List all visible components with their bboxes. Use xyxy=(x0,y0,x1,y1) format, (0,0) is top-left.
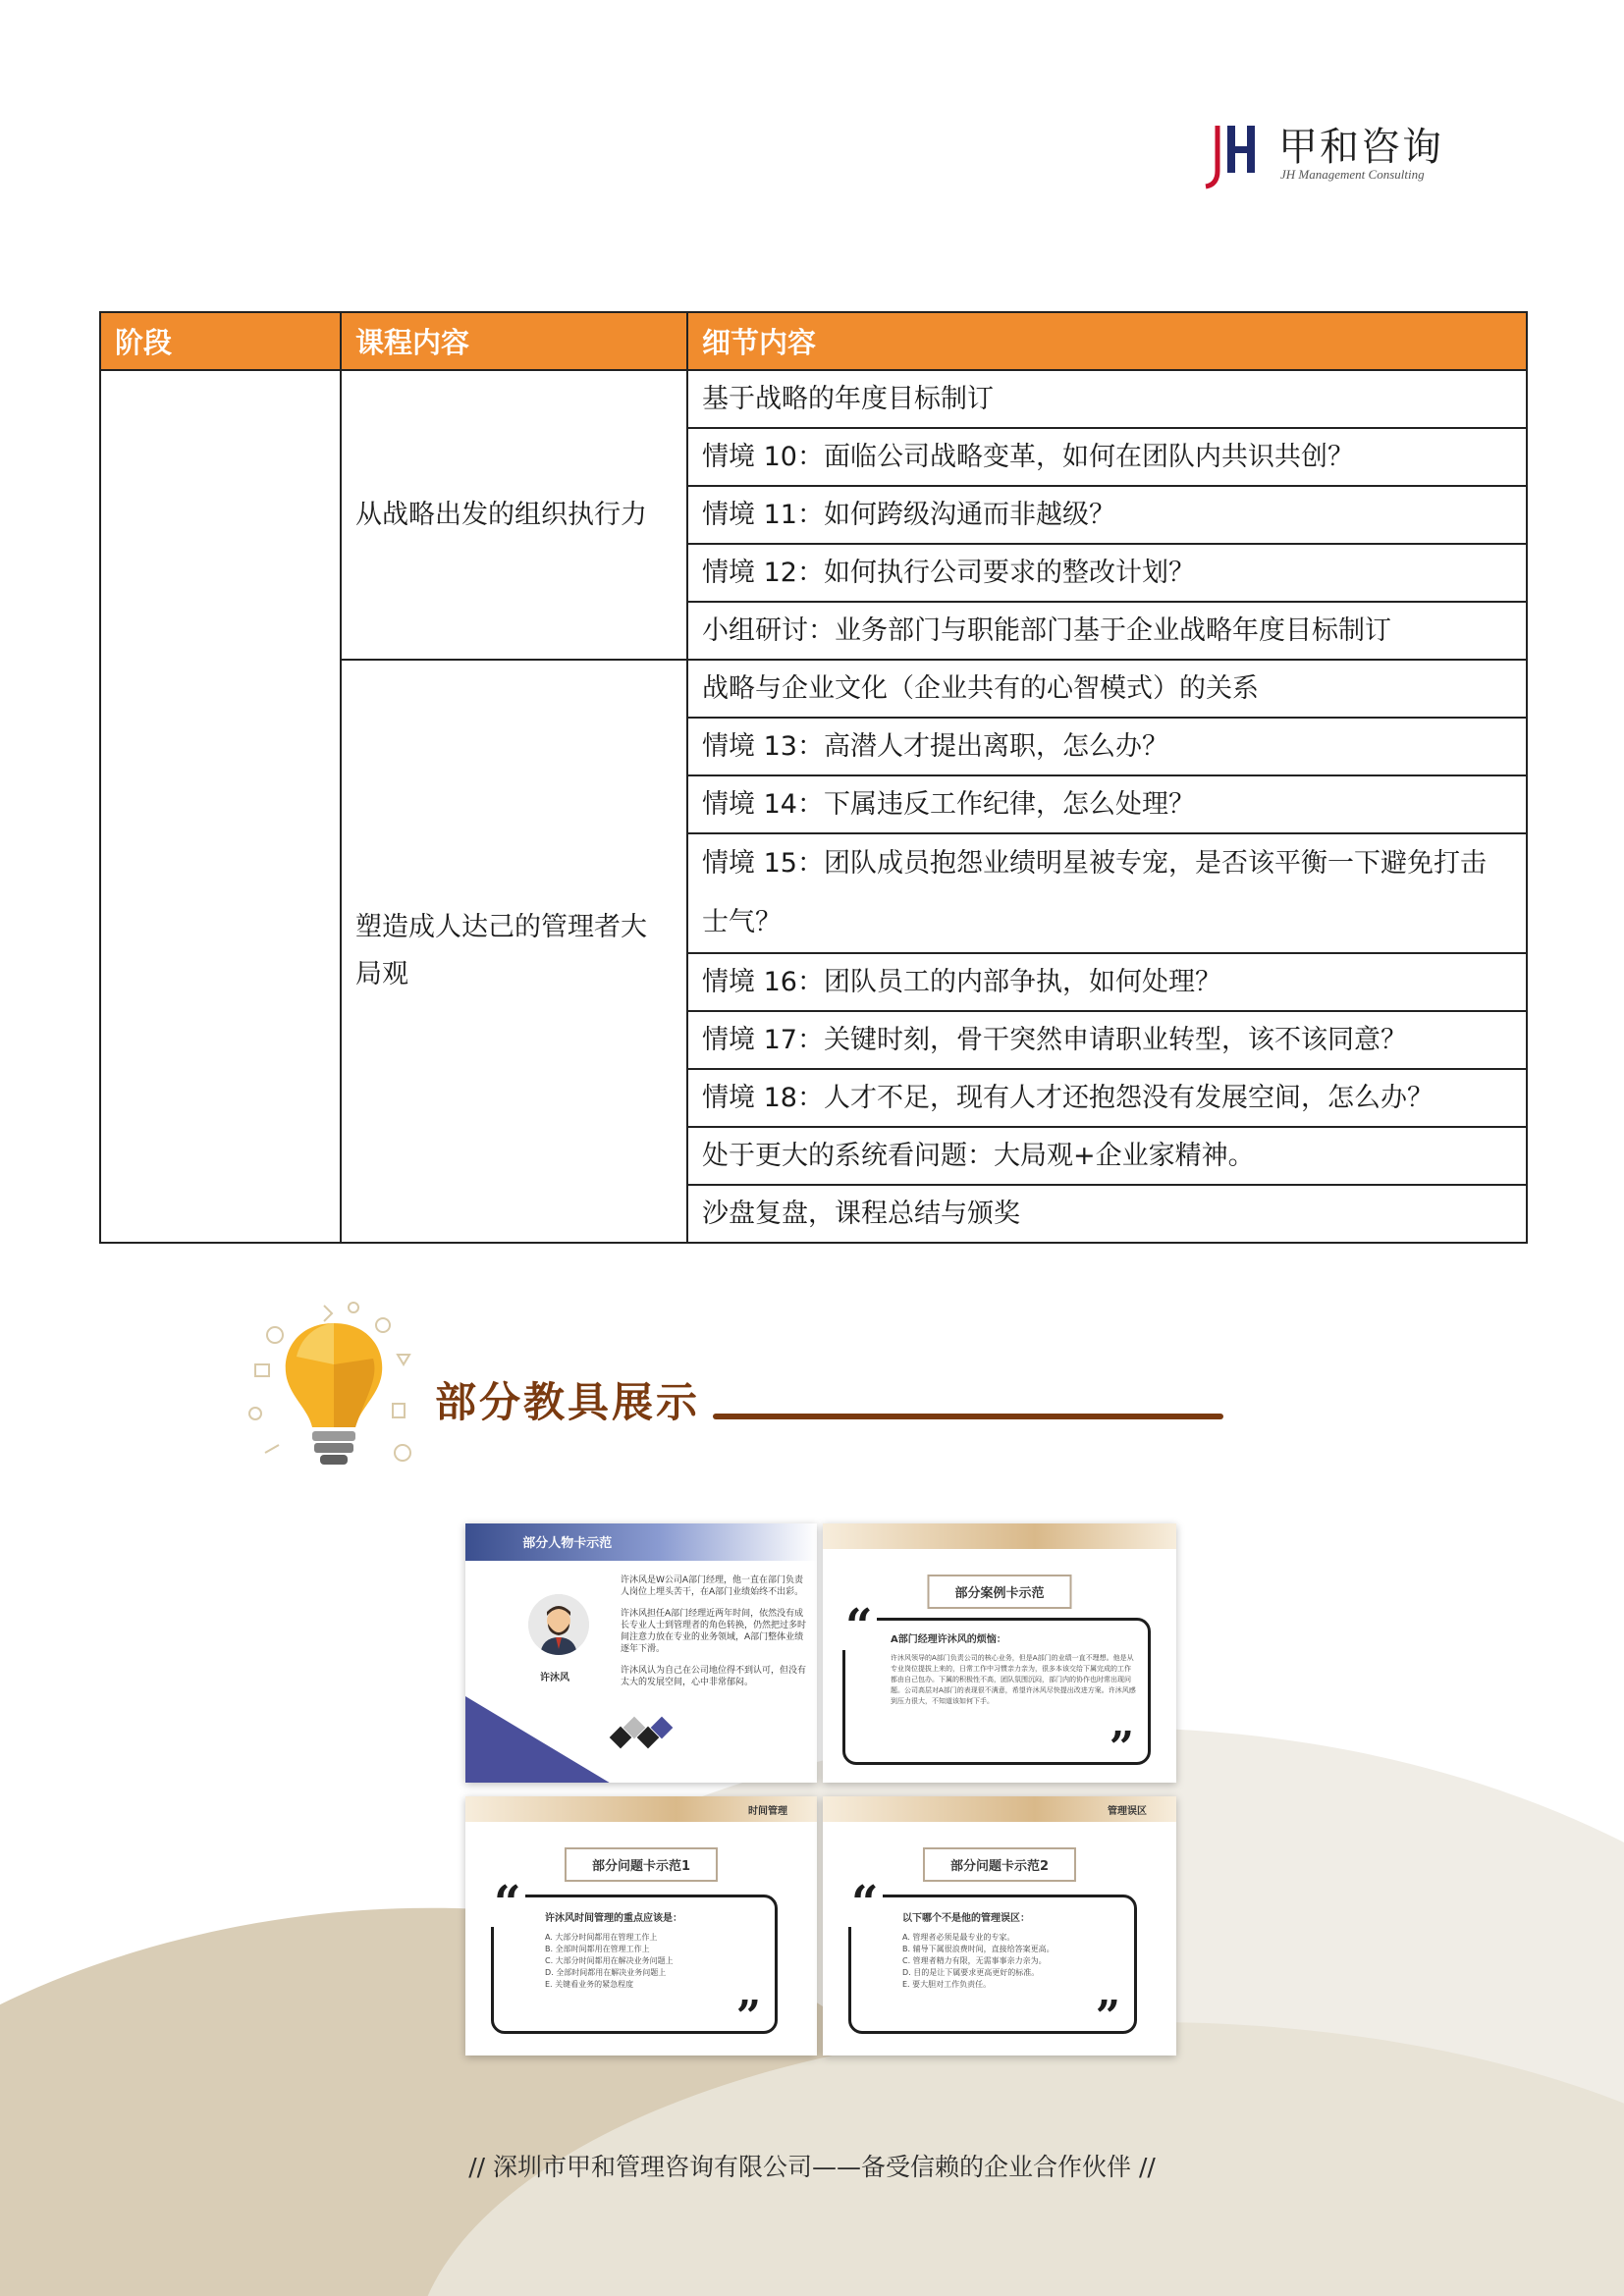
course-table xyxy=(99,311,1528,1244)
detail-cell: 沙盘复盘，课程总结与颁奖 xyxy=(687,1185,1527,1243)
footer-tagline: // 深圳市甲和管理咨询有限公司——备受信赖的企业合作伙伴 // xyxy=(468,2153,1156,2181)
option-text: E. 关键看业务的紧急程度 xyxy=(545,1980,634,1989)
character-card xyxy=(465,1523,817,1783)
avatar-icon xyxy=(528,1594,589,1655)
detail-cell: 情境 18：人才不足，现有人才还抱怨没有发展空间，怎么办？ xyxy=(687,1069,1527,1127)
section-heading xyxy=(236,1296,1473,1492)
option-text: C. 管理者精力有限，无需事事亲力亲为。 xyxy=(902,1956,1047,1965)
open-quote-icon: “ xyxy=(847,1880,883,1927)
question-lead: 许沐风时间管理的重点应该是： xyxy=(545,1913,682,1924)
card-title: 部分人物卡示范 xyxy=(522,1536,613,1551)
detail-cell: 情境 12：如何执行公司要求的整改计划？ xyxy=(687,544,1527,602)
case-lead: A部门经理许沐风的烦恼： xyxy=(891,1634,1006,1645)
header-stage: 阶段 xyxy=(100,312,341,370)
question-card-2 xyxy=(823,1796,1176,2056)
case-body: 许沐风领导的A部门负责公司的核心业务，但是A部门的业绩一直不理想。他是从专业岗位提拔上来的，日常工作中习惯亲力亲为，很多本该交给下属完成的工作都由自己包办。下属的积极性不高，团队氛围沉闷，部门内的协作也时常出现问题。公司高层对A部门的表现很不满意，希望许沐风尽快提出改进方案。许沐风感到压力很大，不知道该如何下手。 xyxy=(891,1654,1136,1705)
decorative-diamonds xyxy=(613,1720,676,1759)
case-card xyxy=(823,1523,1176,1783)
question-card-1 xyxy=(465,1796,817,2056)
jh-logo-mark-icon xyxy=(1204,120,1271,190)
detail-cell: 情境 14：下属违反工作纪律，怎么处理？ xyxy=(687,775,1527,833)
character-bullets xyxy=(621,1575,807,1698)
decorative-triangle xyxy=(465,1696,613,1783)
table-row xyxy=(100,370,1527,428)
logo-name-en: JH Management Consulting xyxy=(1280,167,1425,182)
detail-cell: 小组研讨：业务部门与职能部门基于企业战略年度目标制订 xyxy=(687,602,1527,660)
question-lead: 以下哪个不是他的管理误区： xyxy=(902,1913,1030,1924)
header-course: 课程内容 xyxy=(341,312,687,370)
open-quote-icon: “ xyxy=(490,1880,525,1927)
detail-cell: 情境 10：面临公司战略变革，如何在团队内共识共创？ xyxy=(687,428,1527,486)
option-text: D. 全部时间都用在解决业务问题上 xyxy=(545,1968,667,1977)
bullet-text: 许沐风是W公司A部门经理，他一直在部门负责人岗位上埋头苦干，在A部门业绩始终不出彩。 xyxy=(621,1575,804,1597)
close-quote-icon: ” xyxy=(1109,1723,1134,1773)
option-text: B. 辅导下属很浪费时间，直接给答案更高。 xyxy=(902,1945,1055,1953)
detail-cell: 情境 17：关键时刻，骨干突然申请职业转型，该不该同意？ xyxy=(687,1011,1527,1069)
logo-name-cn: 甲和咨询 xyxy=(1278,125,1443,170)
quote-frame xyxy=(491,1876,778,2042)
bullet-text: 许沐风担任A部门经理近两年时间，依然没有成长专业人士到管理者的角色转换，仍然把过多时间注意力放在专业的业务领域，A部门整体业绩逐年下滑。 xyxy=(621,1609,807,1654)
option-text: C. 大部分时间都用在解决业务问题上 xyxy=(545,1956,674,1965)
quote-frame xyxy=(842,1599,1151,1773)
option-text: D. 目的是让下属要求更高更好的标准。 xyxy=(902,1968,1040,1977)
section-underline xyxy=(713,1414,1223,1419)
company-logo xyxy=(1204,116,1459,194)
quote-frame xyxy=(848,1876,1137,2042)
close-quote-icon: ” xyxy=(1095,1992,1120,2042)
option-text: A. 大部分时间都用在管理工作上 xyxy=(545,1933,658,1942)
question-options xyxy=(545,1932,755,1991)
character-name: 许沐风 xyxy=(540,1673,569,1683)
card-title: 部分问题卡示范1 xyxy=(565,1847,718,1882)
option-text: E. 要大胆对工作负责任。 xyxy=(902,1980,992,1989)
detail-cell: 情境 13：高潜人才提出离职，怎么办？ xyxy=(687,718,1527,775)
detail-cell: 基于战略的年度目标制订 xyxy=(687,370,1527,428)
detail-cell: 情境 11：如何跨级沟通而非越级？ xyxy=(687,486,1527,544)
option-text: B. 全部时间都用在管理工作上 xyxy=(545,1945,650,1953)
close-quote-icon: ” xyxy=(735,1992,761,2042)
detail-cell: 战略与企业文化（企业共有的心智模式）的关系 xyxy=(687,660,1527,718)
stage-cell xyxy=(100,370,341,1243)
card-band xyxy=(823,1523,1176,1549)
header-detail: 细节内容 xyxy=(687,312,1527,370)
card-band-label: 时间管理 xyxy=(748,1806,787,1817)
table-header-row xyxy=(100,312,1527,370)
card-band-label: 管理误区 xyxy=(1108,1806,1147,1817)
card-title: 部分问题卡示范2 xyxy=(923,1847,1076,1882)
lightbulb-icon xyxy=(236,1296,432,1492)
option-text: A. 管理者必须是最专业的专家。 xyxy=(902,1933,1015,1942)
course-cell: 从战略出发的组织执行力 xyxy=(341,370,687,660)
course-cell: 塑造成人达己的管理者大局观 xyxy=(341,660,687,1243)
detail-cell: 情境 16：团队员工的内部争执，如何处理？ xyxy=(687,953,1527,1011)
teaching-materials xyxy=(461,1520,1188,2057)
detail-cell: 处于更大的系统看问题：大局观+企业家精神。 xyxy=(687,1127,1527,1185)
question-options xyxy=(902,1932,1114,1991)
bullet-text: 许沐风认为自己在公司地位得不到认可，但没有太大的发展空间，心中非常郁闷。 xyxy=(621,1666,807,1687)
detail-cell: 情境 15：团队成员抱怨业绩明星被专宠，是否该平衡一下避免打击士气？ xyxy=(687,833,1527,953)
open-quote-icon: “ xyxy=(841,1603,877,1650)
section-title: 部分教具展示 xyxy=(435,1378,701,1426)
card-title: 部分案例卡示范 xyxy=(927,1575,1071,1609)
